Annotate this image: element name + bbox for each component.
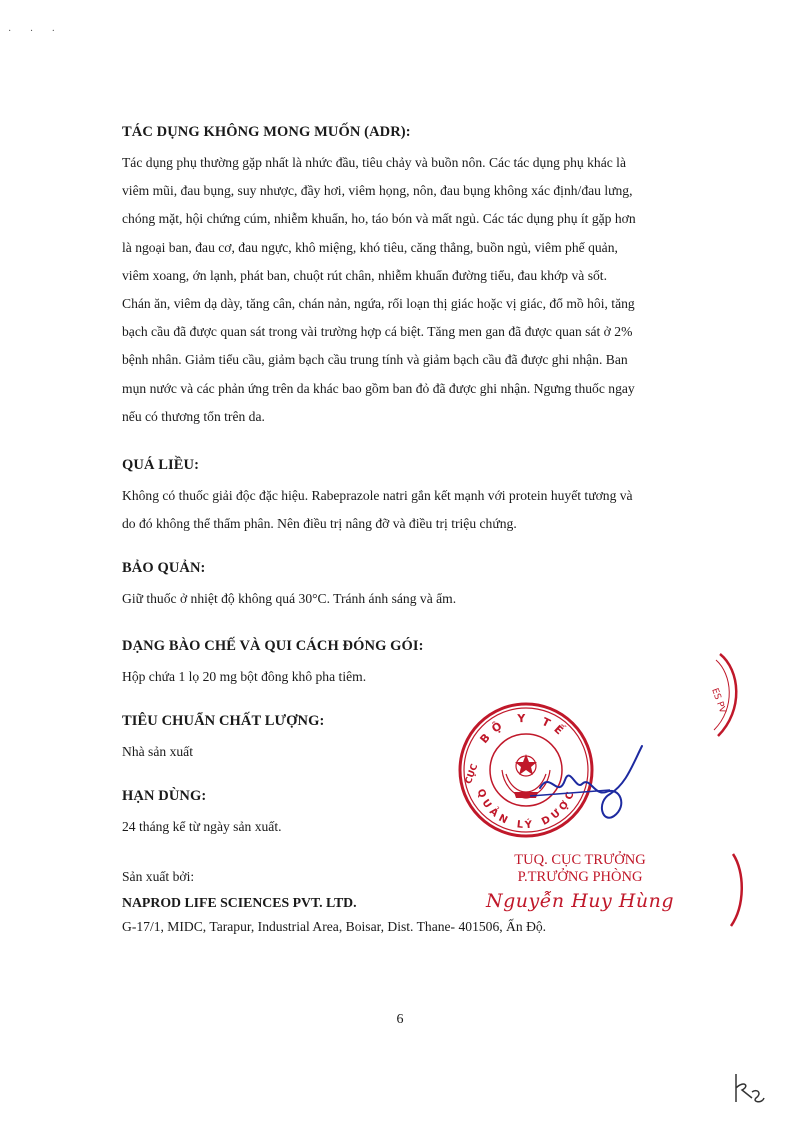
signatory-role-1: TUQ. CỤC TRƯỞNG — [514, 852, 646, 868]
scan-marks: · · · — [8, 26, 63, 37]
page-number: 6 — [396, 1012, 404, 1027]
text-line: 24 tháng kể từ ngày sản xuất. — [122, 819, 282, 835]
manufacturer-label: Sản xuất bởi: — [122, 869, 195, 885]
section-title-storage: BẢO QUẢN: — [122, 560, 206, 577]
section-dosage-form — [122, 638, 707, 691]
signatory-name: Nguyễn Huy Hùng — [485, 890, 674, 912]
margin-stamp-fragment — [690, 650, 750, 740]
text-line: nếu có thương tổn trên da. — [122, 408, 265, 424]
stamp-bottom-text: QUẢN LÝ DƯỢC — [474, 786, 578, 832]
section-adr — [122, 124, 707, 431]
manufacturer-address — [122, 913, 707, 941]
text-line: G-17/1, MIDC, Tarapur, Industrial Area, Boisar, Dist. Thane- 401506, Ấn Độ. — [122, 919, 547, 935]
section-text-dosage-form — [122, 663, 707, 691]
section-text-adr — [122, 149, 707, 431]
margin-mark-fragment — [715, 850, 755, 930]
section-text-storage — [122, 585, 707, 613]
text-line: Giữ thuốc ở nhiệt độ không quá 30°C. Tránh ánh sáng và ẩm. — [122, 591, 457, 607]
document-body — [122, 124, 707, 963]
signatory-role-2: P.TRƯỞNG PHÒNG — [517, 869, 643, 885]
text-line: Không có thuốc giải độc đặc hiệu. Rabeprazole natri gắn kết mạnh với protein huyết tương và — [122, 488, 633, 504]
section-overdose — [122, 457, 707, 538]
text-line: viêm mũi, đau bụng, suy nhược, đầy hơi, viêm họng, nôn, đau bụng không xác định/đau lưng, — [122, 183, 633, 199]
text-line: chóng mặt, hội chứng cúm, nhiễm khuẩn, ho, táo bón và mất ngủ. Các tác dụng phụ ít gặp hơn — [122, 211, 636, 227]
text-line: là ngoại ban, đau cơ, đau ngực, khô miệng, khó tiêu, căng thẳng, buồn ngủ, viêm phế quản, — [122, 239, 618, 255]
section-title-dosage-form: DẠNG BÀO CHẾ VÀ QUI CÁCH ĐÓNG GÓI: — [122, 637, 424, 654]
text-line: Nhà sản xuất — [122, 743, 193, 759]
section-title-quality: TIÊU CHUẨN CHẤT LƯỢNG: — [122, 712, 325, 729]
svg-text:ES PV: ES PV — [709, 686, 728, 715]
section-title-adr: TÁC DỤNG KHÔNG MONG MUỐN (ADR): — [122, 124, 411, 140]
text-line: mụn nước và các phản ứng trên da khác bao gồm ban đỏ đã được ghi nhận. Ngưng thuốc ngay — [122, 380, 635, 396]
signatory-block — [480, 852, 680, 912]
section-text-overdose — [122, 482, 707, 538]
stamp-left-text: CỤC — [463, 762, 481, 786]
text-line: bạch cầu đã được quan sát trong vài trường hợp cá biệt. Tăng men gan đã được quan sát ở 2% — [122, 324, 633, 340]
text-line: bệnh nhân. Giảm tiểu cầu, giảm bạch cầu trung tính và giảm bạch cầu đã được ghi nhận. Ban — [122, 352, 628, 368]
text-line: do đó không thể thẩm phân. Nên điều trị nâng đỡ và điều trị triệu chứng. — [122, 516, 517, 532]
text-line: Hộp chứa 1 lọ 20 mg bột đông khô pha tiêm. — [122, 668, 367, 684]
text-line: Chán ăn, viêm dạ dày, tăng cân, chán nản, ngứa, rối loạn thị giác hoặc vị giác, đổ mồ hôi, tăng — [122, 296, 635, 312]
stamp-top-text: BỘ Y TẾ — [477, 711, 571, 746]
section-storage — [122, 560, 707, 613]
section-title-expiry: HẠN DÙNG: — [122, 788, 207, 805]
signature-mark — [510, 740, 650, 830]
manufacturer-company: NAPROD LIFE SCIENCES PVT. LTD. — [122, 895, 357, 911]
text-line: Tác dụng phụ thường gặp nhất là nhức đầu, tiêu chảy và buồn nôn. Các tác dụng phụ khác là — [122, 155, 626, 170]
initials-mark — [728, 1068, 768, 1108]
section-title-overdose: QUÁ LIỀU: — [122, 457, 200, 474]
text-line: viêm xoang, ớn lạnh, phát ban, chuột rút chân, nhiễm khuẩn đường tiểu, đau khớp và sốt. — [122, 267, 607, 283]
